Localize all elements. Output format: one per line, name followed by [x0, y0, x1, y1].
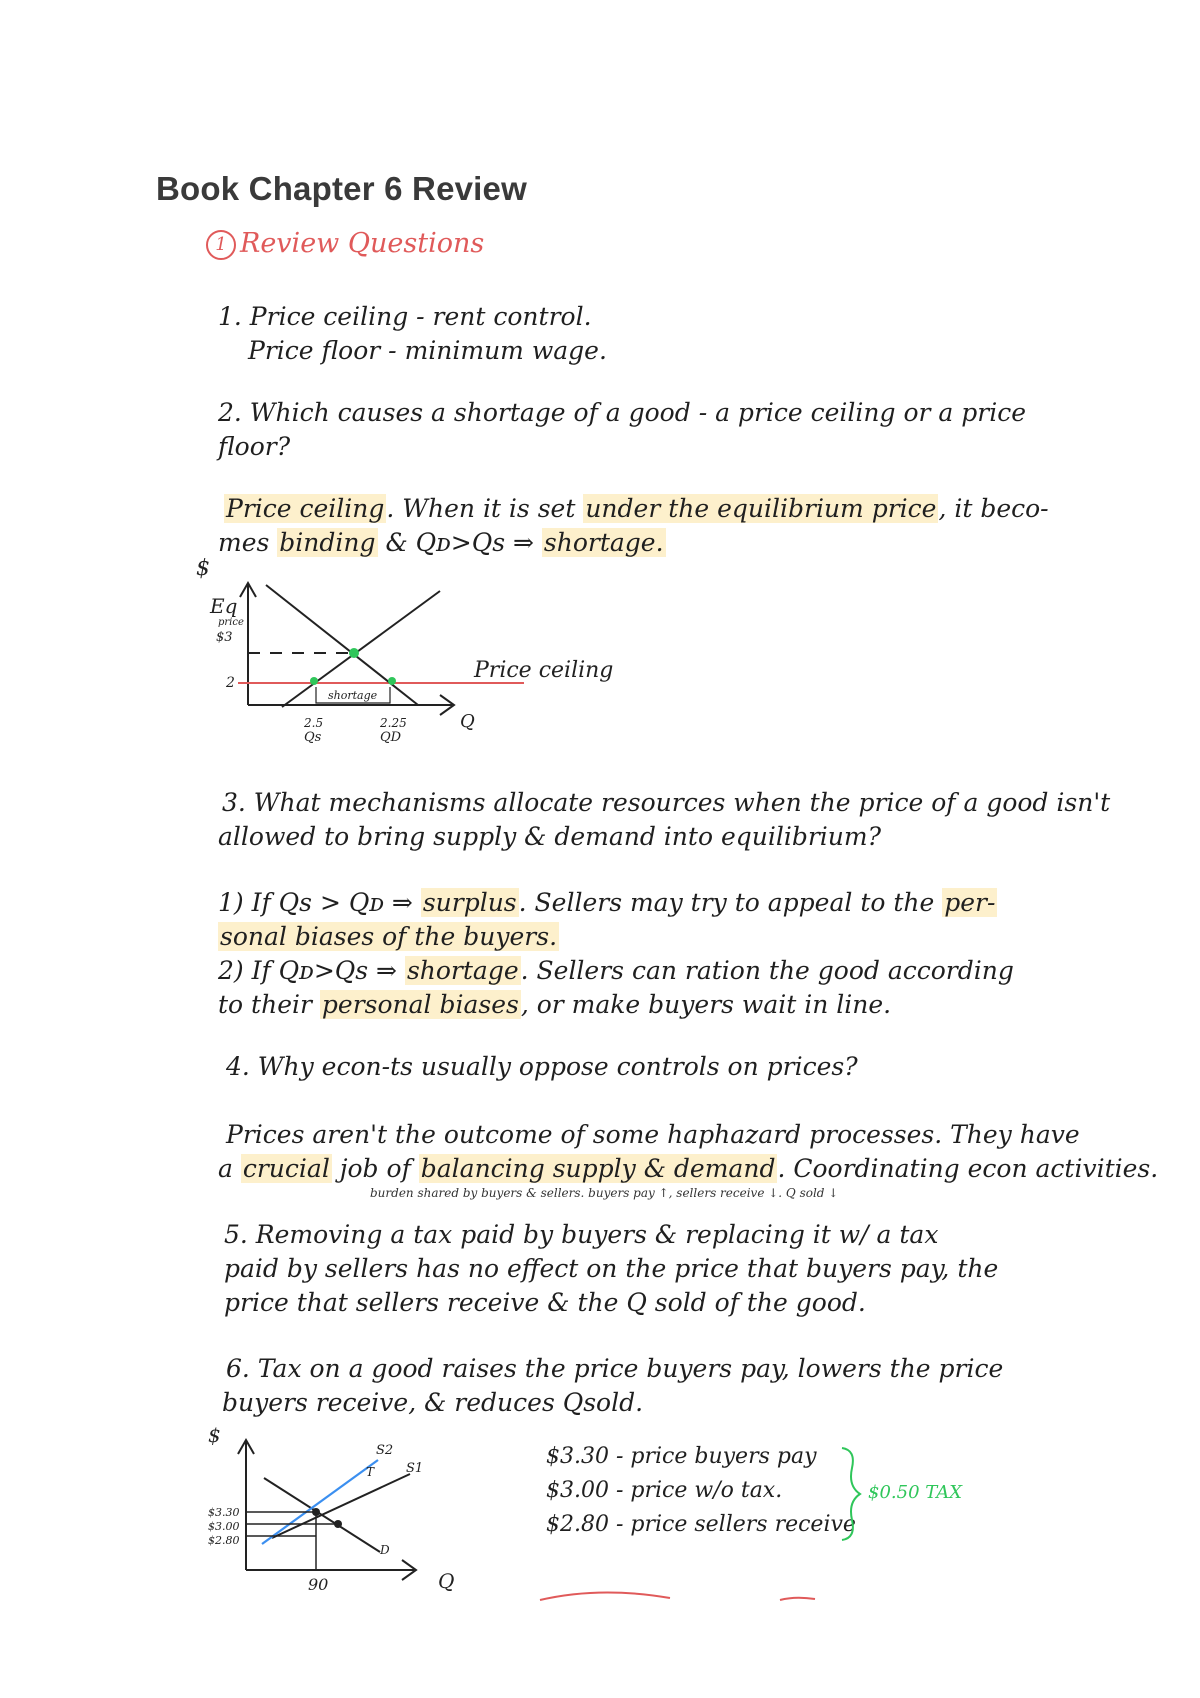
q3-answer2-line1	[218, 954, 1014, 988]
section-heading-text: Review Questions	[240, 228, 485, 259]
q3-a2-personal-biases: personal biases	[321, 990, 519, 1019]
q3-a2-text-c: to their	[218, 990, 320, 1019]
graph1-shortage-label: shortage	[328, 689, 378, 702]
graph1-qs-label: Qs	[304, 730, 322, 745]
section-number: 1	[206, 230, 236, 260]
graph1-eq-sublabel: price	[218, 617, 244, 628]
q3-answer2-line2	[218, 988, 891, 1022]
q3-a1-personal: per-	[944, 888, 996, 917]
graph1-ceiling-price: 2	[226, 675, 235, 691]
q4-burden-note: burden shared by buyers & sellers. buyers pay ↑, sellers receive ↓. Q sold ↓	[370, 1186, 839, 1200]
q3-a2-shortage: shortage	[406, 956, 519, 985]
q2-answer-binding: binding	[279, 528, 376, 557]
graph2-y-axis-label: $	[208, 1423, 221, 1447]
q3-a1-biases: sonal biases of the buyers.	[220, 922, 558, 951]
graph2-supply1-curve	[272, 1474, 410, 1538]
graph1-qd-value: 2.25	[380, 716, 407, 730]
q3-a2-text-d: , or make buyers wait in line.	[520, 990, 892, 1019]
graph1-y-axis	[240, 583, 256, 705]
q3-question-line2: allowed to bring supply & demand into equilibrium?	[218, 822, 881, 851]
q3-a2-text-b: . Sellers can ration the good according	[520, 956, 1014, 985]
graph1-qs-value: 2.5	[304, 716, 324, 730]
graph2-d-label: D	[380, 1543, 390, 1557]
q3-a1-text-b: . Sellers may try to appeal to the	[518, 888, 943, 917]
graph2-p1-label: $3.30	[208, 1506, 240, 1519]
q3-answer1-line2	[218, 920, 559, 954]
graph2-t-label: T	[366, 1465, 375, 1479]
q4-a-text-b: job of	[331, 1154, 419, 1183]
q4-a-crucial: crucial	[242, 1154, 330, 1183]
tax-graph	[200, 1420, 480, 1595]
q3-a1-text-a: 1) If Qs > Qᴅ ⇒	[218, 888, 421, 917]
graph2-x-axis-label: Q	[438, 1569, 455, 1593]
q6-line1: 6. Tax on a good raises the price buyers pay, lowers the price	[226, 1354, 1004, 1383]
graph1-demand-curve	[266, 585, 418, 705]
tax-note-buyers: $3.30 - price buyers pay	[546, 1444, 817, 1469]
q5-line3: price that sellers receive & the Q sold of the good.	[224, 1288, 866, 1317]
graph2-q-value: 90	[308, 1575, 329, 1594]
q2-answer-text-b: , it beco-	[938, 494, 1049, 523]
q3-a2-text-a: 2) If Qᴅ>Qs ⇒	[218, 956, 405, 985]
graph1-x-axis-label: Q	[460, 711, 475, 732]
q1-line2: Price floor - minimum wage.	[248, 336, 607, 365]
tax-amount: $0.50 TAX	[868, 1482, 963, 1503]
graph2-y-axis	[238, 1440, 254, 1570]
tax-note-no-tax: $3.00 - price w/o tax.	[546, 1478, 783, 1503]
q4-a-text-a: a	[218, 1154, 241, 1183]
q2-answer-text-c: mes	[218, 528, 278, 557]
q2-answer-line1	[224, 492, 1049, 526]
q6-line2: buyers receive, & reduces Qsold.	[222, 1388, 644, 1417]
graph1-qd-point	[388, 677, 396, 685]
page-title: Book Chapter 6 Review	[156, 170, 527, 207]
graph1-qd-label: QD	[380, 730, 402, 745]
graph1-eq-price: $3	[216, 630, 233, 645]
q3-question-line1: 3. What mechanisms allocate resources when the price of a good isn't	[222, 788, 1111, 817]
q2-question-line2: floor?	[218, 432, 291, 461]
q2-answer-text-a: . When it is set	[386, 494, 584, 523]
q4-answer-line1: Prices aren't the outcome of some haphazard processes. They have	[226, 1120, 1080, 1149]
q5-line2: paid by sellers has no effect on the price that buyers pay, the	[224, 1254, 999, 1283]
q1-line1: 1. Price ceiling - rent control.	[218, 302, 592, 331]
q4-a-text-c: . Coordinating econ activities.	[777, 1154, 1159, 1183]
q2-answer-shortage: shortage.	[543, 528, 664, 557]
tax-brace	[836, 1446, 866, 1542]
q3-answer1-line1	[218, 886, 997, 920]
graph2-s2-label: S2	[376, 1443, 394, 1458]
q2-answer-text-d: & Qᴅ>Qs ⇒	[377, 528, 542, 557]
tax-note-sellers: $2.80 - price sellers receive	[546, 1512, 856, 1537]
graph2-s1-label: S1	[406, 1461, 424, 1476]
section-heading	[206, 228, 484, 260]
q4-a-balancing: balancing supply & demand	[420, 1154, 776, 1183]
q2-answer-price-ceiling: Price ceiling	[226, 494, 385, 523]
graph1-y-axis-label: $	[196, 556, 210, 581]
q3-a1-surplus: surplus	[422, 888, 517, 917]
graph2-p3-label: $2.80	[208, 1534, 240, 1547]
graph1-qs-point	[310, 677, 318, 685]
graph1-eq-label: Eq	[210, 594, 238, 618]
graph1-ceiling-label: Price ceiling	[474, 658, 614, 683]
graph2-p2-label: $3.00	[208, 1520, 240, 1533]
bottom-red-strokes	[530, 1586, 830, 1606]
q4-answer-line2	[218, 1152, 1158, 1186]
graph2-x-axis	[246, 1560, 416, 1580]
q2-question-line1: 2. Which causes a shortage of a good - a price ceiling or a price	[218, 398, 1027, 427]
q2-answer-under-eq: under the equilibrium price	[585, 494, 937, 523]
q5-line1: 5. Removing a tax paid by buyers & replacing it w/ a tax	[224, 1220, 939, 1249]
graph2-supply2-curve	[262, 1460, 378, 1544]
price-ceiling-graph	[190, 555, 620, 755]
graph1-eq-point	[349, 648, 359, 658]
q4-question: 4. Why econ-ts usually oppose controls on prices?	[226, 1052, 858, 1081]
